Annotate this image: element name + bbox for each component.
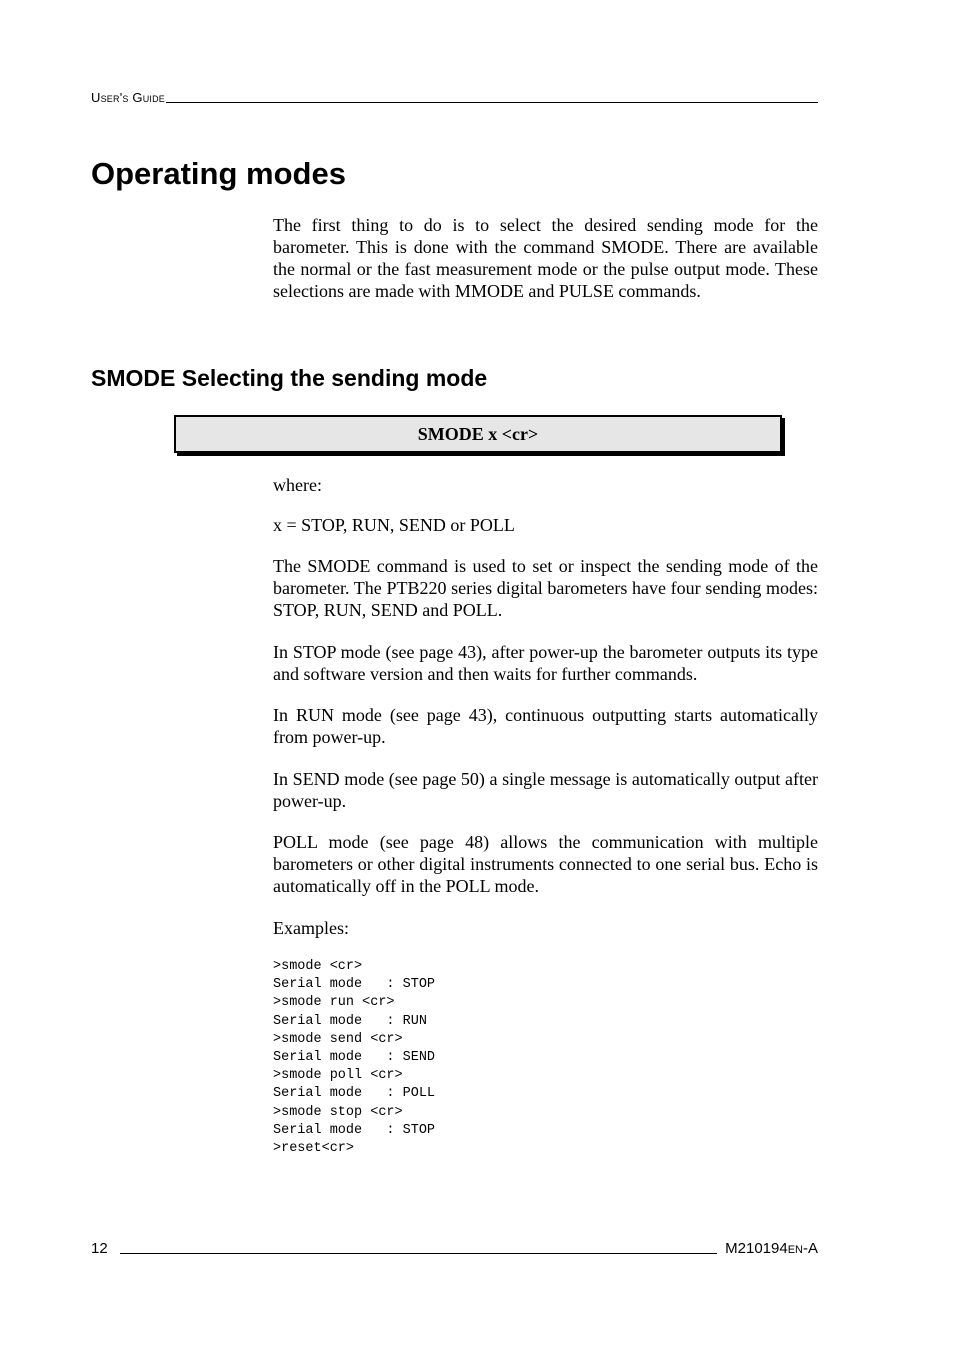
- code-line: Serial mode : STOP: [273, 1122, 436, 1138]
- code-line: >smode send <cr>: [273, 1031, 403, 1047]
- run-mode-paragraph: In RUN mode (see page 43), continuous outputting starts automatically from power-up.: [273, 705, 818, 747]
- command-syntax-box: [174, 415, 782, 453]
- header-rule: [166, 102, 818, 103]
- code-line: >smode run <cr>: [273, 995, 395, 1011]
- description-paragraph: The SMODE command is used to set or inspect the sending mode of the barometer. The PTB220 series digital barometers have four sending modes: STOP, RUN, SEND and POLL.: [273, 556, 818, 620]
- stop-mode-paragraph: In STOP mode (see page 43), after power-up the barometer outputs its type and software version and then waits for further commands.: [273, 642, 818, 684]
- code-example: [273, 958, 435, 1158]
- page-number: 12: [91, 1240, 108, 1257]
- footer-rule: [120, 1253, 717, 1254]
- send-mode-paragraph: In SEND mode (see page 50) a single message is automatically output after power-up.: [273, 769, 818, 811]
- code-line: >reset<cr>: [273, 1141, 355, 1157]
- command-syntax: SMODE x <cr>: [417, 423, 539, 444]
- page-footer: [91, 1240, 818, 1257]
- code-line: Serial mode : SEND: [273, 1050, 436, 1066]
- parameter-definition: x = STOP, RUN, SEND or POLL: [273, 515, 515, 535]
- poll-mode-paragraph: POLL mode (see page 48) allows the communication with multiple barometers or other digital instruments connected to one serial bus. Echo is automatically off in the POLL mode.: [273, 832, 818, 896]
- code-line: Serial mode : POLL: [273, 1086, 436, 1102]
- code-line: Serial mode : STOP: [273, 977, 436, 993]
- section-heading: SMODE Selecting the sending mode: [91, 365, 488, 391]
- code-line: >smode <cr>: [273, 959, 363, 974]
- examples-label: Examples:: [273, 918, 349, 938]
- running-header: [91, 90, 818, 105]
- intro-paragraph: The first thing to do is to select the desired sending mode for the barometer. This is done with the command SMODE. There are available the normal or the fast measurement mode or the pulse output mode. These selections are made with MMODE and PULSE commands.: [273, 215, 818, 301]
- where-label: where:: [273, 475, 322, 495]
- running-title: User's Guide: [91, 90, 166, 105]
- code-line: Serial mode : RUN: [273, 1013, 427, 1029]
- document-number: M210194en-A: [725, 1240, 818, 1257]
- code-line: >smode poll <cr>: [273, 1068, 403, 1084]
- code-line: >smode stop <cr>: [273, 1104, 403, 1120]
- page-title: Operating modes: [91, 156, 346, 191]
